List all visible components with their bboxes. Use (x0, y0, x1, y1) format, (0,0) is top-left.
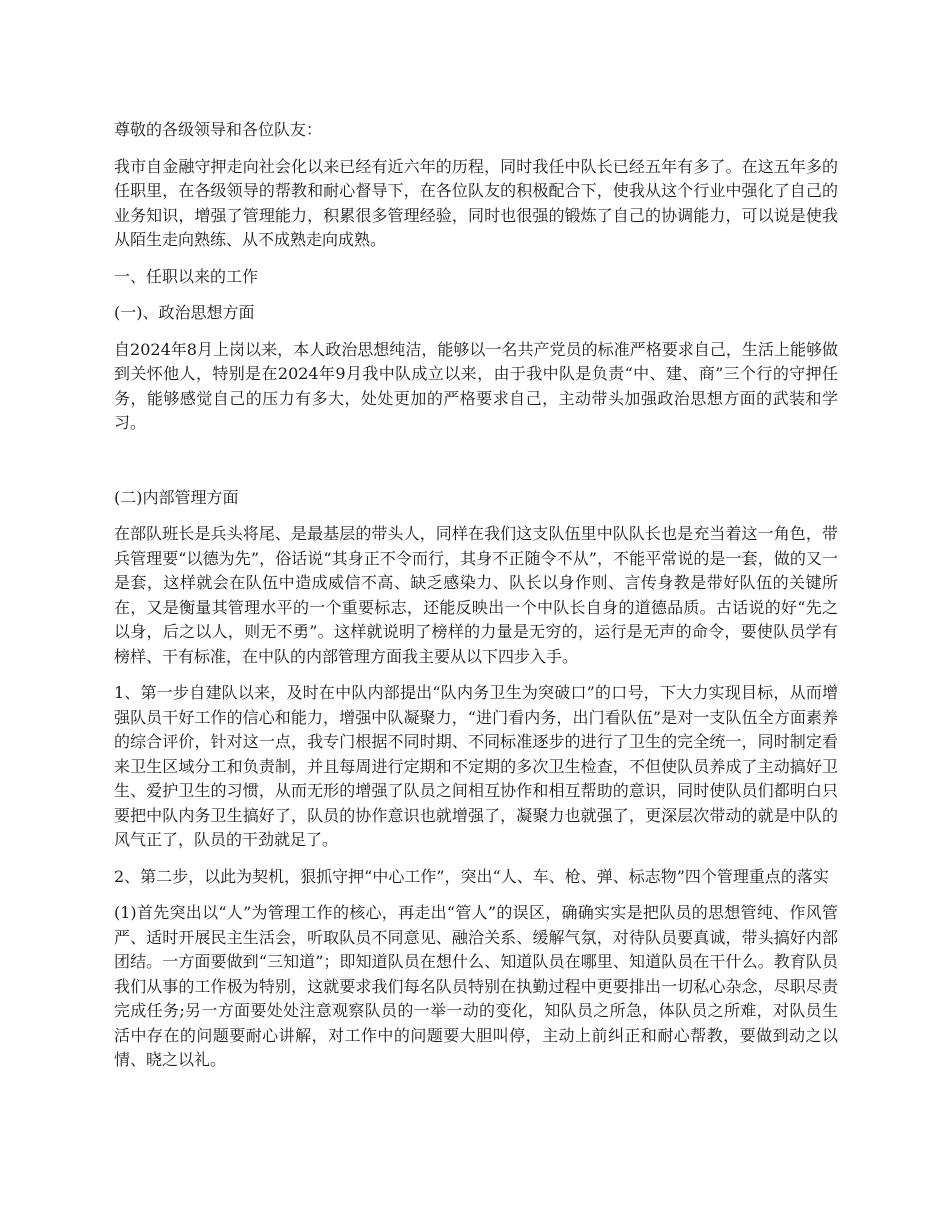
document-body (114, 118, 838, 1085)
blank-space (114, 448, 838, 486)
management-paragraph: 在部队班长是兵头将尾、是最基层的带头人，同样在我们这支队伍里中队队长也是充当着这一角色，带兵管理要“以德为先”，俗话说“其身正不令而行，其身不正随令不从”，不能平常说的是一套，做的又一是套，这样就会在队伍中造成威信不高、缺乏感染力、队长以身作则、言传身教是带好队伍的关键所在，又是衡量其管理水平的一个重要标志，还能反映出一个中队长自身的道德品质。古话说的好“先之以身，后之以人，则无不勇”。这样就说明了榜样的力量是无穷的，运行是无声的命令，要使队员学有榜样、干有标准，在中队的内部管理方面我主要从以下四步入手。 (114, 524, 838, 666)
step-one-paragraph: 1、第一步自建队以来，及时在中队内部提出“队内务卫生为突破口”的口号，下大力实现目标，从而增强队员干好工作的信心和能力，增强中队凝聚力，“进门看内务，出门看队伍”是对一支队伍全方面素养的综合评价，针对这一点，我专门根据不同时期、不同标准逐步的进行了卫生的完全统一，同时制定看来卫生区域分工和负责制，并且每周进行定期和不定期的多次卫生检查，不但使队员养成了主动搞好卫生、爱护卫生的习惯，从而无形的增强了队员之间相互协作和相互帮助的意识，同时使队员们都明白只要把中队内务卫生搞好了，队员的协作意识也就增强了，凝聚力也就强了，更深层次带动的就是中队的风气正了，队员的干劲就足了。 (114, 683, 838, 849)
intro-paragraph: 我市自金融守押走向社会化以来已经有近六年的历程，同时我任中队长已经五年有多了。在这五年多的任职里，在各级领导的帮教和耐心督导下，在各位队友的积极配合下，使我从这个行业中强化了自己的业务知识，增强了管理能力，积累很多管理经验，同时也很强的锻炼了自己的协调能力，可以说是使我从陌生走向熟练、从不成熟走向成熟。 (114, 156, 838, 249)
subsection-heading: (二)内部管理方面 (114, 487, 239, 507)
salutation: 尊敬的各级领导和各位队友： (114, 120, 323, 139)
subsection-heading: (一)、政治思想方面 (114, 303, 255, 322)
step-two-paragraph: 2、第二步，以此为契机，狠抓守押“中心工作”，突出“人、车、枪、弹、标志物”四个管理重点的落实 (114, 866, 829, 886)
step-two-detail-paragraph: (1)首先突出以“人”为管理工作的核心，再走出“管人”的误区，确确实实是把队员的思想管纯、作风管严、适时开展民主生活会，听取队员不同意见、融洽关系、缓解气氛，对待队员要真诚，带头搞好内部团结。一方面要做到“三知道”；即知道队员在想什么、知道队员在哪里、知道队员在干什么。教育队员我们从事的工作极为特别，这就要求我们每名队员特别在执勤过程中更要排出一切私心杂念，尽职尽责完成任务;另一方面要处处注意观察队员的一举一动的变化，知队员之所急，体队员之所难，对队员生活中存在的问题要耐心讲解，对工作中的问题要大胆叫停，主动上前纠正和耐心帮教，要做到动之以情、晓之以礼。 (114, 903, 838, 1069)
political-paragraph: 自2024年8月上岗以来，本人政治思想纯洁，能够以一名共产党员的标准严格要求自己，生活上能够做到关怀他人，特别是在2024年9月我中队成立以来，由于我中队是负责“中、建、商”三个行的守押任务，能够感觉自己的压力有多大，处处更加的严格要求自己，主动带头加强政治思想方面的武装和学习。 (114, 339, 838, 432)
section-heading: 一、任职以来的工作 (114, 266, 259, 286)
